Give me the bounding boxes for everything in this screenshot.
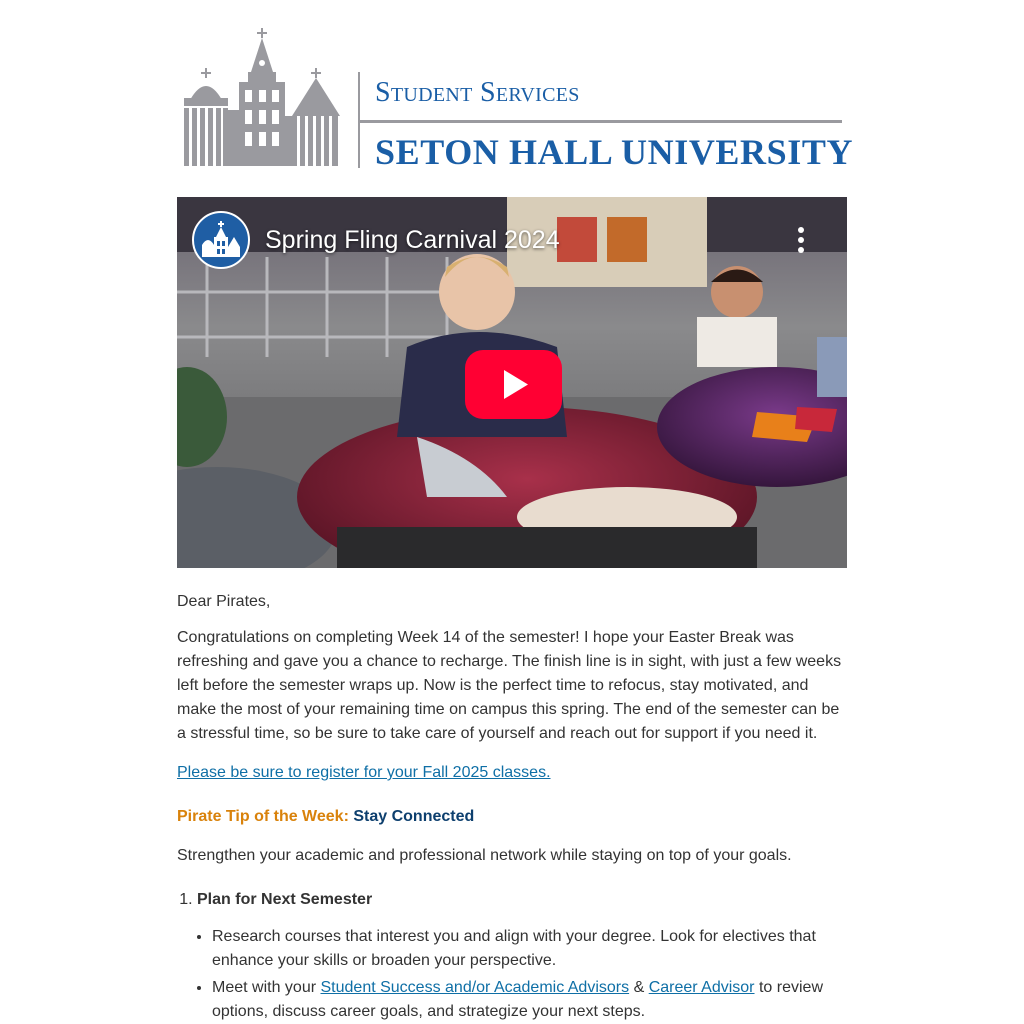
tip-steps-list xyxy=(177,888,847,1024)
channel-logo-icon[interactable] xyxy=(192,211,250,269)
bullet-meet-advisors xyxy=(212,976,847,1024)
greeting: Dear Pirates, xyxy=(177,593,271,610)
logo-student-services: Student Services xyxy=(375,77,580,108)
email-container xyxy=(177,0,854,1024)
bullet-research-courses: • Research courses that interest you and align with your degree. Look for electives that enhance your skills or broaden your perspective. xyxy=(212,925,847,973)
logo-university-name: SETON HALL UNIVERSITY xyxy=(375,132,854,172)
youtube-play-icon[interactable] xyxy=(465,350,562,419)
bullet-text: to review options, discuss career goals, and strategize your next steps. xyxy=(212,979,823,1020)
tip-topic: Stay Connected xyxy=(353,808,475,825)
intro-paragraph: Congratulations on completing Week 14 of the semester! I hope your Easter Break was refreshing and gave you a chance to recharge. The finish line is in sight, with just a few weeks left before the semester wraps up. Now is the perfect time to refocus, stay motivated, and make the most of your remaining time on campus this spring. The end of the semester can be a stressful time, so be sure to take care of yourself and reach out for support if you need it. xyxy=(177,629,842,742)
email-body xyxy=(177,590,847,1024)
video-thumbnail[interactable] xyxy=(177,197,847,568)
tip-label: Pirate Tip of the Week: xyxy=(177,808,349,825)
register-fall-link[interactable]: Please be sure to register for your Fall 2025 classes. xyxy=(177,764,551,781)
seton-hall-building-icon xyxy=(182,28,344,168)
step-bullets xyxy=(197,925,847,1024)
student-success-advisors-link[interactable]: Student Success and/or Academic Advisors xyxy=(320,979,630,996)
career-advisor-link[interactable]: Career Advisor xyxy=(648,979,755,996)
header-logo[interactable] xyxy=(177,0,854,197)
bullet-text: Meet with your xyxy=(212,979,317,996)
ampersand: & xyxy=(633,979,645,996)
pirate-tip-heading xyxy=(177,805,847,829)
more-vert-icon[interactable] xyxy=(795,227,807,253)
tip-description: Strengthen your academic and professional network while staying on top of your goals. xyxy=(177,847,792,864)
logo-rule xyxy=(360,120,842,123)
video-title[interactable]: Spring Fling Carnival 2024 xyxy=(265,226,560,254)
step-title: Plan for Next Semester xyxy=(197,891,373,908)
list-item xyxy=(197,888,847,1024)
